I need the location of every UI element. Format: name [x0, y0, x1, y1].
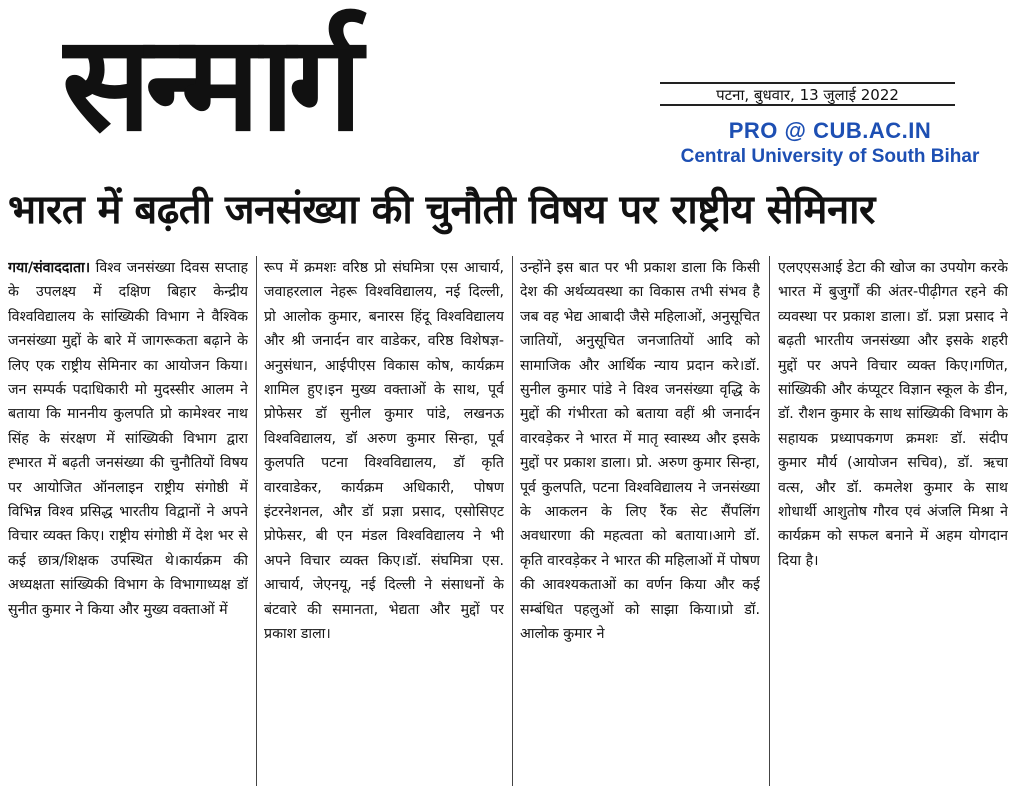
article-column-1: [8, 256, 248, 796]
article-body: [8, 256, 1008, 796]
article-column-2: रूप में क्रमशः वरिष्ठ प्रो संघमित्रा एस आचार्य, जवाहरलाल नेहरू विश्वविद्यालय, नई दिल्ली, प्रो आलोक कुमार, बनारस हिंदू विश्वविद्यालय और श्री जनार्दन वार वाडेकर, वरिष्ठ विशेषज्ञ-अनुसंधान, आईपीएस विकास कोष, कार्यक्रम शामिल हुए।इन मुख्य वक्ताओं के साथ, पूर्व प्रोफेसर डॉ सुनील कुमार पांडे, लखनऊ विश्वविद्यालय, डॉ अरुण कुमार सिन्हा, पूर्व कुलपति पटना विश्वविद्यालय, डॉ कृति वारवाडेकर, कार्यक्रम अधिकारी, पोषण इंटरनेशनल, और डॉ प्रज्ञा प्रसाद, एसोसिएट प्रोफेसर, बी एन मंडल विश्वविद्यालय ने भी अपने विचार व्यक्त किए।डॉ. संघमित्रा एस. आचार्य, जेएनयू, नई दिल्ली ने संसाधनों के बंटवारे की समानता, भेद्यता और मुद्दों पर प्रकाश डाला।: [264, 260, 504, 643]
column-divider: [256, 256, 257, 786]
pro-organisation-stamp: Central University of South Bihar: [680, 146, 980, 167]
article-headline: भारत में बढ़ती जनसंख्या की चुनौती विषय पर राष्ट्रीय सेमिनार: [8, 187, 875, 233]
article-column-1-text: विश्व जनसंख्या दिवस सप्ताह के उपलक्ष्य में दक्षिण बिहार केन्द्रीय विश्वविद्यालय के सांख्यिकी विभाग ने वैश्विक जनसंख्या मुद्दों के बारे में जागरूकता बढ़ाने के लिए एक राष्ट्रीय सेमिनार का आयोजन किया।जन सम्पर्क पदाधिकारी मो मुदस्सीर आलम ने बताया कि माननीय कुलपति प्रो कामेश्वर नाथ सिंह के संरक्षण में सांख्यिकी विभाग द्वारा ह्भारत में बढ़ती जनसंख्या की चुनौतियों विषय पर आयोजित ऑनलाइन राष्ट्रीय संगोष्ठी में विभिन्न विश्व प्रसिद्ध भारतीय विद्वानों ने अपने विचार व्यक्त किए। राष्ट्रीय संगोष्ठी में देश भर से कई छात्र/शिक्षक उपस्थित थे।कार्यक्रम की अध्यक्षता सांख्यिकी विभाग के विभागाध्यक्ष डॉ सुनीत कुमार ने किया और मुख्य वक्ताओं में: [8, 260, 248, 618]
column-divider: [512, 256, 513, 786]
article-column-3: उन्होंने इस बात पर भी प्रकाश डाला कि किसी देश की अर्थव्यवस्था का विकास तभी संभव है जब वह भेद्य आबादी जैसे महिलाओं, अनुसूचित जातियों, अनुसूचित जनजातियों आदि को सामाजिक और आर्थिक न्याय प्रदान करे।डॉ. सुनील कुमार पांडे ने विश्व जनसंख्या वृद्धि के मुद्दों की गंभीरता को बताया वहीं श्री जनार्दन वारवड़ेकर ने भारत में मातृ स्वास्थ्य और इसके मुद्दों पर प्रकाश डाला। प्रो. अरुण कुमार सिन्हा, पूर्व कुलपति, पटना विश्वविद्यालय ने जनसंख्या के आकलन के लिए रैंक सेट सैंपलिंग अवधारणा की महत्वता को बताया।आगे डॉ. कृति वारवड़ेकर ने भारत की महिलाओं में पोषण की आवश्यकताओं का वर्णन किया और कई सम्बंधित पहलुओं को साझा किया।प्रो डॉ. आलोक कुमार ने: [520, 260, 760, 643]
column-divider: [769, 256, 770, 786]
newspaper-masthead: सन्मार्ग: [62, 7, 357, 161]
article-dateline: गया/संवाददाता।: [8, 260, 91, 276]
article-column-4: एलएएसआई डेटा की खोज का उपयोग करके भारत में बुजुर्गों की अंतर-पीढ़ीगत रहने की व्यवस्था पर प्रकाश डाला। डॉ. प्रज्ञा प्रसाद ने बढ़ती भारतीय जनसंख्या और इसके शहरी मुद्दों पर अपने विचार व्यक्त किए।गणित, सांख्यिकी और कंप्यूटर विज्ञान स्कूल के डीन, डॉ. रौशन कुमार के साथ सांख्यिकी विभाग के सहायक प्रध्यापकगण क्रमशः डॉ. संदीप कुमार मौर्य (आयोजन सचिव), डॉ. ऋचा वत्स, और डॉ. कमलेश कुमार के साथ शोधार्थी आशुतोष गौरव एवं अंजलि मिश्रा ने कार्यक्रम को सफल बनाने में अहम योगदान दिया है।: [778, 260, 1008, 569]
issue-dateline: पटना, बुधवार, 13 जुलाई 2022: [660, 82, 955, 106]
pro-email-stamp: PRO @ CUB.AC.IN: [728, 118, 932, 143]
